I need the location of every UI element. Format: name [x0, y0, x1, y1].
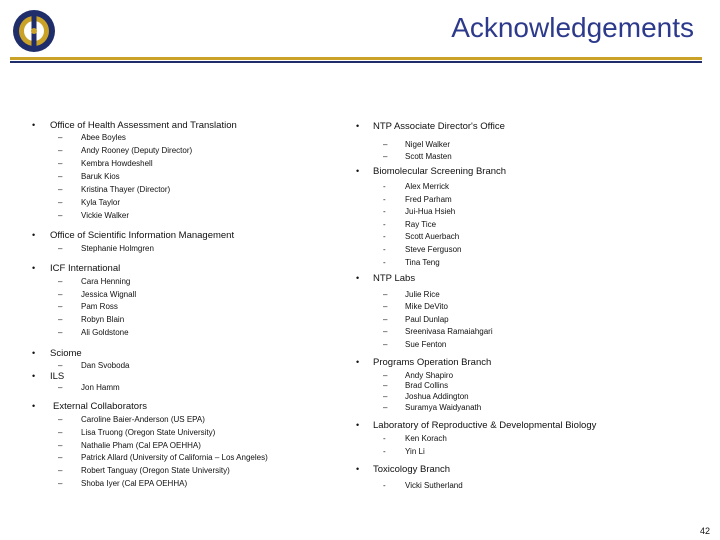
dash-icon: – — [383, 290, 388, 299]
bullet-icon: • — [356, 121, 360, 131]
dash-icon: – — [58, 466, 63, 475]
list-item: Vicki Sutherland — [405, 481, 463, 490]
dash-icon: - — [383, 258, 386, 267]
bullet-icon: • — [32, 371, 36, 381]
ntp-logo — [10, 8, 58, 54]
list-item: Suramya Waidyanath — [405, 403, 482, 412]
dash-icon: – — [58, 185, 63, 194]
dash-icon: – — [383, 315, 388, 324]
section-heading: Biomolecular Screening Branch — [373, 166, 507, 177]
dash-icon: - — [383, 207, 386, 216]
dash-icon: – — [58, 244, 63, 253]
dash-icon: – — [383, 371, 388, 380]
bullet-icon: • — [356, 420, 360, 430]
dash-icon: – — [58, 361, 63, 370]
section-heading: Laboratory of Reproductive & Developmental Biology — [373, 420, 597, 431]
list-item: Mike DeVito — [405, 302, 448, 311]
list-item: Baruk Kios — [81, 172, 120, 181]
dash-icon: – — [58, 172, 63, 181]
dash-icon: – — [383, 327, 388, 336]
list-item: Scott Auerbach — [405, 232, 460, 241]
section-heading: Programs Operation Branch — [373, 357, 492, 368]
list-item: Sreenivasa Ramaiahgari — [405, 327, 493, 336]
list-item: Tina Teng — [405, 258, 440, 267]
list-item: Joshua Addington — [405, 392, 469, 401]
dash-icon: – — [58, 211, 63, 220]
section-heading: ILS — [50, 371, 65, 382]
dash-icon: – — [383, 392, 388, 401]
dash-icon: – — [58, 198, 63, 207]
dash-icon: – — [58, 441, 63, 450]
list-item: Vickie Walker — [81, 211, 130, 220]
dash-icon: – — [58, 453, 63, 462]
list-item: Ali Goldstone — [81, 328, 129, 337]
list-item: Paul Dunlap — [405, 315, 449, 324]
dash-icon: – — [58, 290, 63, 299]
list-item: Patrick Allard (University of California – Los Angeles) — [81, 453, 268, 462]
bullet-icon: • — [32, 348, 36, 358]
bullet-icon: • — [32, 263, 36, 273]
section-heading: External Collaborators — [53, 401, 147, 412]
dash-icon: – — [58, 146, 63, 155]
dash-icon: - — [383, 245, 386, 254]
list-item: Caroline Baier-Anderson (US EPA) — [81, 415, 205, 424]
list-item: Brad Collins — [405, 381, 449, 390]
list-item: Lisa Truong (Oregon State University) — [81, 428, 216, 437]
dash-icon: – — [383, 340, 388, 349]
dash-icon: - — [383, 232, 386, 241]
list-item: Andy Rooney (Deputy Director) — [81, 146, 193, 155]
dash-icon: – — [383, 302, 388, 311]
page-number: 42 — [699, 526, 710, 536]
bullet-icon: • — [32, 230, 36, 240]
bullet-icon: • — [356, 166, 360, 176]
dash-icon: – — [58, 302, 63, 311]
bullet-icon: • — [356, 464, 360, 474]
list-item: Sue Fenton — [405, 340, 447, 349]
list-item: Steve Ferguson — [405, 245, 462, 254]
dash-icon: – — [383, 403, 388, 412]
section-heading: Toxicology Branch — [373, 464, 451, 475]
list-item: Abee Boyles — [81, 133, 126, 142]
section-heading: Sciome — [50, 348, 82, 359]
list-item: Ray Tice — [405, 220, 437, 229]
section-heading: NTP Labs — [373, 273, 416, 284]
list-item: Jon Hamm — [81, 383, 120, 392]
dash-icon: – — [58, 315, 63, 324]
dash-icon: – — [58, 277, 63, 286]
dash-icon: - — [383, 434, 386, 443]
section-heading: Office of Scientific Information Management — [50, 230, 235, 241]
section-heading: ICF International — [50, 263, 121, 274]
bullet-icon: • — [356, 357, 360, 367]
bullet-icon: • — [32, 401, 36, 411]
dash-icon: – — [58, 133, 63, 142]
list-item: Robert Tanguay (Oregon State University) — [81, 466, 230, 475]
list-item: Alex Merrick — [405, 182, 450, 191]
list-item: Shoba Iyer (Cal EPA OEHHA) — [81, 479, 188, 488]
dash-icon: – — [58, 415, 63, 424]
dash-icon: – — [58, 328, 63, 337]
dash-icon: - — [383, 182, 386, 191]
list-item: Pam Ross — [81, 302, 118, 311]
dash-icon: – — [383, 152, 388, 161]
dash-icon: – — [383, 381, 388, 390]
list-item: Cara Henning — [81, 277, 131, 286]
dash-icon: – — [58, 428, 63, 437]
list-item: Fred Parham — [405, 195, 452, 204]
list-item: Kembra Howdeshell — [81, 159, 153, 168]
dash-icon: – — [383, 140, 388, 149]
list-item: Nathalie Pham (Cal EPA OEHHA) — [81, 441, 201, 450]
list-item: Ken Korach — [405, 434, 447, 443]
header-rule-navy — [10, 61, 702, 63]
bullet-icon: • — [32, 120, 36, 130]
list-item: Kyla Taylor — [81, 198, 120, 207]
dash-icon: - — [383, 481, 386, 490]
dash-icon: – — [58, 383, 63, 392]
list-item: Dan Svoboda — [81, 361, 130, 370]
section-heading: Office of Health Assessment and Translation — [50, 120, 237, 131]
dash-icon: - — [383, 195, 386, 204]
list-item: Stephanie Holmgren — [81, 244, 154, 253]
list-item: Robyn Blain — [81, 315, 125, 324]
page-title: Acknowledgements — [451, 12, 694, 43]
list-item: Julie Rice — [405, 290, 440, 299]
dash-icon: – — [58, 479, 63, 488]
list-item: Jui-Hua Hsieh — [405, 207, 456, 216]
list-item: Nigel Walker — [405, 140, 451, 149]
list-item: Andy Shapiro — [405, 371, 454, 380]
dash-icon: - — [383, 447, 386, 456]
list-item: Yin Li — [405, 447, 425, 456]
list-item: Scott Masten — [405, 152, 452, 161]
section-heading: NTP Associate Director's Office — [373, 121, 505, 132]
list-item: Kristina Thayer (Director) — [81, 185, 171, 194]
header-rule-gold — [10, 57, 702, 60]
bullet-icon: • — [356, 273, 360, 283]
list-item: Jessica Wignall — [81, 290, 137, 299]
dash-icon: - — [383, 220, 386, 229]
dash-icon: – — [58, 159, 63, 168]
